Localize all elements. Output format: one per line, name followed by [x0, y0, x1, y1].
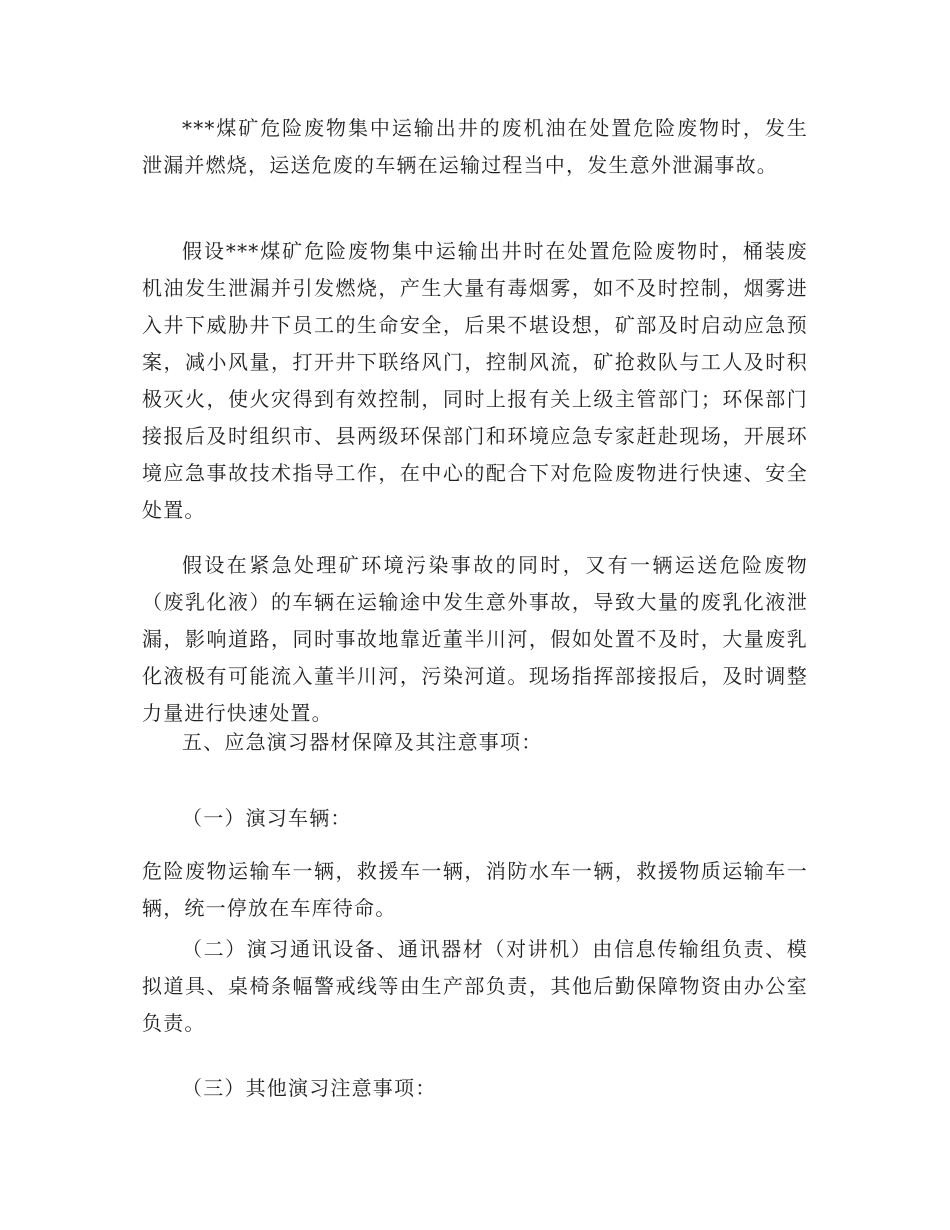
paragraph-fire-scenario: 假设***煤矿危险废物集中运输出井时在处置危险废物时，桶装废机油发生泄漏并引发燃烧，产生大量有毒烟雾，如不及时控制，烟雾进入井下威胁井下员工的生命安全，后果不堪设想，矿部及时启动应急预案，减小风量，打开井下联络风门，控制风流，矿抢救队与工人及时积极灭火，使火灾得到有效控制，同时上报有关上级主管部门；环保部门接报后及时组织市、县两级环保部门和环境应急专家赶赴现场，开展环境应急事故技术指导工作，在中心的配合下对危险废物进行快速、安全处置。	[142, 239, 808, 522]
section-heading-equipment: 五、应急演习器材保障及其注意事项：	[182, 730, 543, 754]
paragraph-communication: （二）演习通讯设备、通讯器材（对讲机）由信息传输组负责、模拟道具、桌椅条幅警戒线等由生产部负责，其他后勤保障物资由办公室负责。	[142, 937, 808, 1035]
paragraph-spill-scenario: 假设在紧急处理矿环境污染事故的同时，又有一辆运送危险废物（废乳化液）的车辆在运输途中发生意外事故，导致大量的废乳化液泄漏，影响道路，同时事故地靠近董半川河，假如处置不及时，大量废乳化液极有可能流入董半川河，污染河道。现场指挥部接报后，及时调整力量进行快速处置。	[142, 553, 808, 725]
paragraph-vehicles: 危险废物运输车一辆，救援车一辆，消防水车一辆，救援物质运输车一辆，统一停放在车库待命。	[142, 859, 808, 920]
subheading-other-notes: （三）其他演习注意事项：	[182, 1076, 437, 1100]
subheading-vehicles: （一）演习车辆：	[182, 806, 352, 830]
paragraph-incident-summary: ***煤矿危险废物集中运输出井的废机油在处置危险废物时，发生泄漏并燃烧，运送危废的车辆在运输过程当中，发生意外泄漏事故。	[142, 116, 808, 177]
